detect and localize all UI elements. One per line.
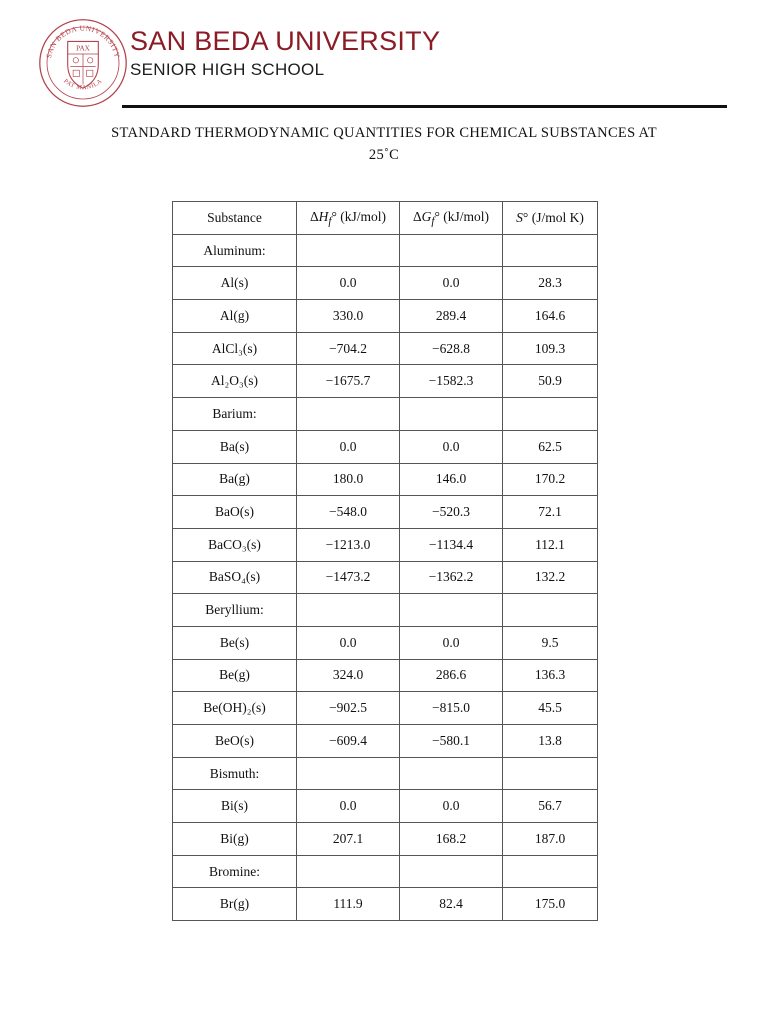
enthalpy-cell: −1213.0: [297, 528, 400, 561]
title-line-1: STANDARD THERMODYNAMIC QUANTITIES FOR CHEMICAL SUBSTANCES AT: [111, 125, 657, 141]
enthalpy-cell: 0.0: [297, 430, 400, 463]
gibbs-cell: 0.0: [400, 267, 503, 300]
table-row: [173, 790, 598, 823]
page-title: [60, 122, 708, 166]
gibbs-cell: 286.6: [400, 659, 503, 692]
col-enthalpy: $\Delta H_f^\circ$ (kJ/mol): [297, 202, 400, 235]
entropy-cell: 170.2: [503, 463, 598, 496]
substance-cell: Be(OH)₂(s): [173, 692, 297, 725]
substance-cell: Ba(g): [173, 463, 297, 496]
category-label: Beryllium:: [173, 594, 297, 627]
category-row: [173, 594, 598, 627]
header-rule: [122, 105, 727, 108]
empty-cell: [297, 855, 400, 888]
table-row: [173, 823, 598, 856]
gibbs-cell: 0.0: [400, 430, 503, 463]
entropy-cell: 9.5: [503, 626, 598, 659]
empty-cell: [297, 594, 400, 627]
table-row: [173, 725, 598, 758]
empty-cell: [297, 234, 400, 267]
entropy-cell: 164.6: [503, 300, 598, 333]
table-row: [173, 659, 598, 692]
empty-cell: [503, 234, 598, 267]
category-row: [173, 398, 598, 431]
empty-cell: [297, 757, 400, 790]
substance-cell: Bi(g): [173, 823, 297, 856]
thermodynamic-table: [172, 201, 598, 921]
svg-text:SAN BEDA UNIVERSITY: SAN BEDA UNIVERSITY: [43, 23, 123, 59]
category-label: Aluminum:: [173, 234, 297, 267]
entropy-cell: 175.0: [503, 888, 598, 921]
gibbs-cell: −628.8: [400, 332, 503, 365]
substance-cell: AlCl₃(s): [173, 332, 297, 365]
table-row: [173, 496, 598, 529]
gibbs-cell: −520.3: [400, 496, 503, 529]
entropy-cell: 136.3: [503, 659, 598, 692]
svg-text:PAT MANILA: PAT MANILA: [62, 77, 104, 92]
gibbs-cell: −1362.2: [400, 561, 503, 594]
category-label: Barium:: [173, 398, 297, 431]
entropy-cell: 50.9: [503, 365, 598, 398]
category-label: Bromine:: [173, 855, 297, 888]
table-row: [173, 888, 598, 921]
svg-text:PAX: PAX: [76, 44, 90, 53]
substance-cell: Al₂O₃(s): [173, 365, 297, 398]
category-label: Bismuth:: [173, 757, 297, 790]
empty-cell: [503, 855, 598, 888]
entropy-cell: 56.7: [503, 790, 598, 823]
substance-cell: Br(g): [173, 888, 297, 921]
substance-cell: BeO(s): [173, 725, 297, 758]
table-row: [173, 300, 598, 333]
gibbs-cell: 82.4: [400, 888, 503, 921]
empty-cell: [400, 855, 503, 888]
entropy-cell: 112.1: [503, 528, 598, 561]
enthalpy-cell: 0.0: [297, 267, 400, 300]
entropy-cell: 187.0: [503, 823, 598, 856]
col-entropy: S° (J/mol K): [503, 202, 598, 235]
category-row: [173, 234, 598, 267]
enthalpy-cell: 207.1: [297, 823, 400, 856]
gibbs-cell: −580.1: [400, 725, 503, 758]
gibbs-cell: 0.0: [400, 790, 503, 823]
substance-cell: BaCO₃(s): [173, 528, 297, 561]
enthalpy-cell: −609.4: [297, 725, 400, 758]
empty-cell: [503, 594, 598, 627]
enthalpy-cell: −1675.7: [297, 365, 400, 398]
table-body: [173, 234, 598, 920]
col-substance: Substance: [173, 202, 297, 235]
substance-cell: Al(g): [173, 300, 297, 333]
entropy-cell: 72.1: [503, 496, 598, 529]
enthalpy-cell: 0.0: [297, 626, 400, 659]
enthalpy-cell: −704.2: [297, 332, 400, 365]
gibbs-cell: 146.0: [400, 463, 503, 496]
university-seal-icon: [38, 18, 128, 108]
table-row: [173, 528, 598, 561]
enthalpy-cell: 111.9: [297, 888, 400, 921]
empty-cell: [503, 757, 598, 790]
empty-cell: [400, 757, 503, 790]
gibbs-cell: −1582.3: [400, 365, 503, 398]
empty-cell: [297, 398, 400, 431]
category-row: [173, 855, 598, 888]
table-row: [173, 430, 598, 463]
table-row: [173, 365, 598, 398]
substance-cell: Be(s): [173, 626, 297, 659]
gibbs-cell: 0.0: [400, 626, 503, 659]
gibbs-cell: −1134.4: [400, 528, 503, 561]
substance-cell: Ba(s): [173, 430, 297, 463]
col-gibbs: $\Delta G_f^\circ$ (kJ/mol): [400, 202, 503, 235]
substance-cell: Al(s): [173, 267, 297, 300]
gibbs-cell: 168.2: [400, 823, 503, 856]
entropy-cell: 45.5: [503, 692, 598, 725]
enthalpy-cell: 0.0: [297, 790, 400, 823]
entropy-cell: 28.3: [503, 267, 598, 300]
empty-cell: [400, 594, 503, 627]
gibbs-cell: 289.4: [400, 300, 503, 333]
enthalpy-cell: 324.0: [297, 659, 400, 692]
enthalpy-cell: −902.5: [297, 692, 400, 725]
school-brand: [130, 26, 440, 81]
title-line-2: 25˚C: [368, 147, 400, 163]
substance-cell: BaO(s): [173, 496, 297, 529]
enthalpy-cell: 330.0: [297, 300, 400, 333]
table-header-row: [173, 202, 598, 235]
table-row: [173, 463, 598, 496]
table-row: [173, 267, 598, 300]
entropy-cell: 132.2: [503, 561, 598, 594]
table-row: [173, 561, 598, 594]
enthalpy-cell: 180.0: [297, 463, 400, 496]
enthalpy-cell: −548.0: [297, 496, 400, 529]
empty-cell: [400, 398, 503, 431]
entropy-cell: 109.3: [503, 332, 598, 365]
table-row: [173, 626, 598, 659]
entropy-cell: 13.8: [503, 725, 598, 758]
substance-cell: Bi(s): [173, 790, 297, 823]
table-row: [173, 692, 598, 725]
entropy-cell: 62.5: [503, 430, 598, 463]
enthalpy-cell: −1473.2: [297, 561, 400, 594]
university-name: SAN BEDA UNIVERSITY: [130, 26, 441, 56]
substance-cell: Be(g): [173, 659, 297, 692]
gibbs-cell: −815.0: [400, 692, 503, 725]
category-row: [173, 757, 598, 790]
table-row: [173, 332, 598, 365]
empty-cell: [400, 234, 503, 267]
substance-cell: BaSO₄(s): [173, 561, 297, 594]
school-name: SENIOR HIGH SCHOOL: [130, 60, 325, 79]
empty-cell: [503, 398, 598, 431]
